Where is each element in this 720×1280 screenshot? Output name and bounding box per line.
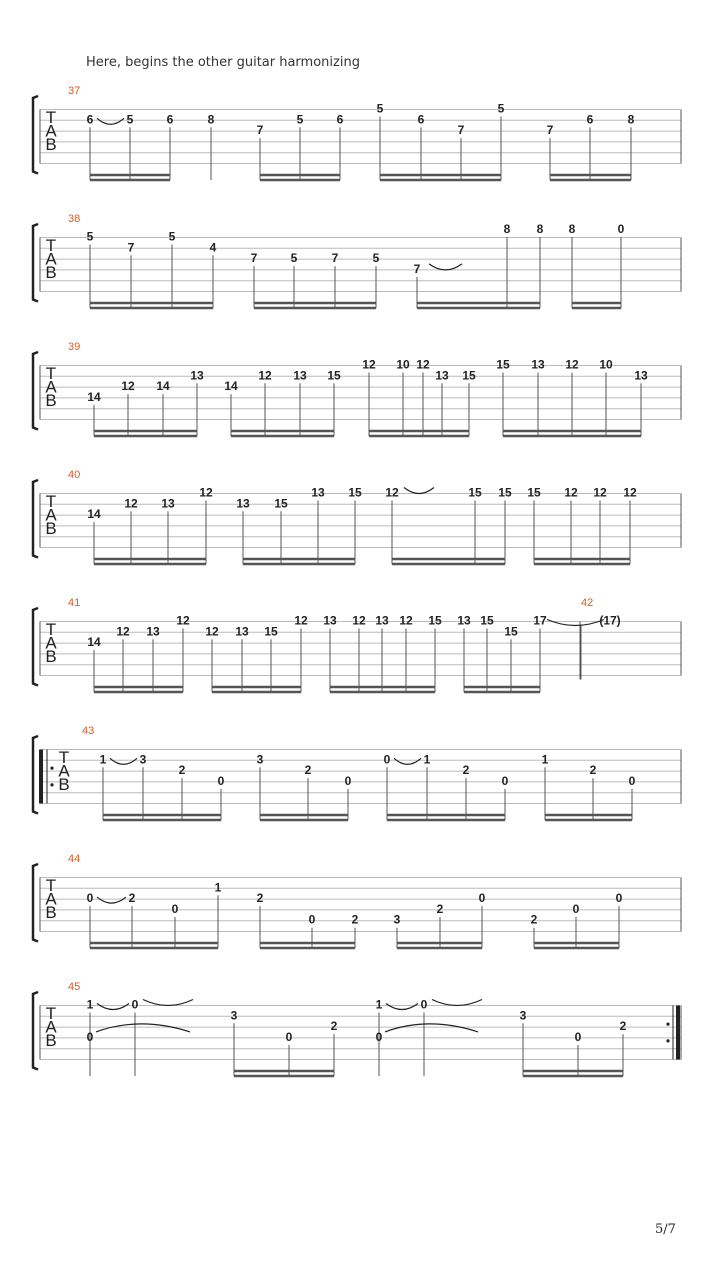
fret-number: 15 (480, 613, 494, 628)
tab-clef-letter: T (45, 236, 57, 255)
repeat-dot (50, 783, 53, 786)
fret-number: 0 (285, 1029, 293, 1044)
fret-number: 0 (574, 1029, 582, 1044)
repeat-dot (666, 1023, 669, 1026)
fret-number: 2 (330, 1019, 338, 1034)
tab-clef-letter: A (45, 505, 57, 525)
fret-number: 15 (468, 485, 482, 500)
fret-number: 0 (383, 752, 391, 767)
tab-clef-letter: A (45, 889, 57, 909)
fret-number: 7 (256, 123, 264, 138)
fret-number: 7 (331, 251, 339, 266)
fret-number: 15 (462, 368, 476, 383)
fret-number: 2 (436, 901, 444, 916)
fret-number: 15 (348, 485, 362, 500)
fret-number: 2 (619, 1019, 627, 1034)
slur (547, 620, 604, 626)
fret-number: 13 (457, 613, 471, 628)
tab-clef-letter: A (45, 249, 57, 269)
fret-number: 7 (413, 261, 421, 276)
fret-number: 12 (352, 613, 366, 628)
fret-number: 12 (258, 368, 272, 383)
tab-clef-letter: A (45, 121, 57, 141)
fret-number: 14 (87, 635, 101, 650)
tab-clef-letter: B (45, 903, 57, 922)
fret-number: 12 (205, 624, 219, 639)
fret-number: 12 (565, 357, 579, 372)
repeat-dot (666, 1039, 669, 1042)
fret-number: 5 (296, 112, 304, 127)
fret-number: 15 (527, 485, 541, 500)
fret-number: 2 (256, 891, 264, 906)
tie (96, 1024, 190, 1032)
fret-number: 13 (236, 496, 250, 511)
fret-number: 6 (586, 112, 594, 127)
fret-number: 0 (501, 773, 509, 788)
measure-number: 44 (68, 853, 81, 865)
fret-number: 6 (336, 112, 344, 127)
slur (143, 1000, 193, 1006)
fret-number: 13 (235, 624, 249, 639)
fret-number: 5 (290, 251, 298, 266)
fret-number: 0 (86, 1029, 94, 1044)
fret-number: 12 (176, 613, 190, 628)
tab-clef-letter: B (58, 775, 70, 794)
fret-number: 3 (139, 752, 147, 767)
fret-number: 0 (572, 901, 580, 916)
fret-number: 12 (623, 485, 637, 500)
fret-number: 13 (190, 368, 204, 383)
fret-number: 13 (293, 368, 307, 383)
fret-number: 1 (99, 752, 107, 767)
measure-number: 37 (68, 85, 81, 97)
fret-number: 0 (617, 222, 625, 236)
measure-number: 43 (82, 725, 95, 737)
fret-number: 4 (209, 240, 217, 255)
fret-number: 8 (503, 222, 511, 236)
system-bracket (33, 864, 38, 942)
tab-clef-letter: T (45, 1004, 57, 1023)
fret-number: 12 (564, 485, 578, 500)
fret-number: 14 (87, 507, 101, 522)
slur (404, 488, 434, 494)
fret-number: 5 (497, 101, 505, 116)
fret-number: 17 (533, 613, 547, 628)
tab-clef-letter: T (45, 620, 57, 639)
fret-number: 15 (264, 624, 278, 639)
system-bracket (33, 96, 38, 174)
fret-number: 8 (207, 112, 215, 127)
slur (97, 118, 124, 124)
measure-number: 45 (68, 981, 81, 993)
fret-number: 14 (156, 379, 170, 394)
fret-number: 7 (127, 240, 135, 255)
fret-number: 0 (86, 891, 94, 906)
fret-number: 5 (168, 229, 176, 244)
system-bracket (33, 480, 38, 558)
measure-number: 38 (68, 213, 81, 225)
fret-number: 15 (498, 485, 512, 500)
fret-number: 0 (131, 997, 139, 1012)
fret-number: (17) (599, 613, 621, 628)
fret-number: 2 (178, 763, 186, 778)
fret-number: 13 (531, 357, 545, 372)
fret-number: 12 (124, 496, 138, 511)
tab-clef-letter: T (45, 364, 57, 383)
measure-number: 39 (68, 341, 81, 353)
fret-number: 12 (199, 485, 213, 500)
page-number: 5/7 (655, 1222, 676, 1237)
fret-number: 13 (323, 613, 337, 628)
fret-number: 14 (224, 379, 238, 394)
slur (432, 1000, 482, 1006)
fret-number: 12 (399, 613, 413, 628)
fret-number: 0 (308, 912, 316, 927)
tab-clef-letter: B (45, 135, 57, 154)
fret-number: 2 (530, 912, 538, 927)
fret-number: 15 (327, 368, 341, 383)
measure-number: 42 (581, 597, 594, 609)
slur (110, 758, 137, 764)
tab-clef-letter: B (45, 391, 57, 410)
fret-number: 15 (496, 357, 510, 372)
tab-clef-letter: B (45, 647, 57, 666)
fret-number: 13 (146, 624, 160, 639)
fret-number: 5 (372, 251, 380, 266)
fret-number: 5 (86, 229, 94, 244)
fret-number: 0 (217, 773, 225, 788)
fret-number: 2 (589, 763, 597, 778)
fret-number: 7 (546, 123, 554, 138)
fret-number: 1 (423, 752, 431, 767)
tab-clef-letter: B (45, 263, 57, 282)
fret-number: 3 (519, 1008, 527, 1023)
fret-number: 6 (166, 112, 174, 127)
fret-number: 0 (478, 891, 486, 906)
slur (386, 1004, 418, 1010)
fret-number: 2 (351, 912, 359, 927)
fret-number: 0 (420, 997, 428, 1012)
fret-number: 1 (375, 997, 383, 1012)
slur (394, 758, 421, 764)
measure-number: 40 (68, 469, 81, 481)
system-bracket (33, 736, 38, 814)
fret-number: 13 (161, 496, 175, 511)
fret-number: 5 (126, 112, 134, 127)
fret-number: 8 (568, 222, 576, 236)
tab-clef-letter: T (45, 492, 57, 511)
tab-clef-letter: A (58, 761, 70, 781)
fret-number: 2 (462, 763, 470, 778)
tab-clef-letter: T (45, 876, 57, 895)
fret-number: 13 (634, 368, 648, 383)
fret-number: 15 (274, 496, 288, 511)
slur (429, 264, 462, 270)
fret-number: 10 (599, 357, 613, 372)
tab-clef-letter: T (45, 108, 57, 127)
fret-number: 12 (121, 379, 135, 394)
header-note: Here, begins the other guitar harmonizing (86, 55, 360, 70)
fret-number: 3 (256, 752, 264, 767)
fret-number: 15 (428, 613, 442, 628)
fret-number: 12 (116, 624, 130, 639)
system-bracket (33, 224, 38, 302)
fret-number: 7 (457, 123, 465, 138)
fret-number: 1 (86, 997, 94, 1012)
tab-clef-letter: T (58, 748, 70, 767)
fret-number: 12 (385, 485, 399, 500)
tab-clef-letter: A (45, 1017, 57, 1037)
fret-number: 0 (615, 891, 623, 906)
fret-number: 8 (627, 112, 635, 127)
tie (385, 1024, 478, 1032)
fret-number: 2 (128, 891, 136, 906)
fret-number: 10 (396, 357, 410, 372)
fret-number: 6 (417, 112, 425, 127)
fret-number: 12 (593, 485, 607, 500)
fret-number: 6 (86, 112, 94, 127)
measure-number: 41 (68, 597, 81, 609)
fret-number: 12 (362, 357, 376, 372)
slur (97, 897, 126, 903)
system-bracket (33, 352, 38, 430)
fret-number: 15 (504, 624, 518, 639)
fret-number: 13 (435, 368, 449, 383)
fret-number: 5 (376, 101, 384, 116)
system-bracket (33, 992, 38, 1070)
fret-number: 3 (393, 912, 401, 927)
fret-number: 0 (375, 1029, 383, 1044)
fret-number: 14 (87, 389, 101, 404)
fret-number: 12 (416, 357, 430, 372)
tab-clef-letter: B (45, 519, 57, 538)
fret-number: 1 (214, 880, 222, 895)
fret-number: 12 (294, 613, 308, 628)
fret-number: 8 (536, 222, 544, 236)
system-bracket (33, 608, 38, 686)
fret-number: 13 (311, 485, 325, 500)
tab-clef-letter: A (45, 377, 57, 397)
fret-number: 13 (375, 613, 389, 628)
tab-clef-letter: A (45, 633, 57, 653)
fret-number: 0 (171, 901, 179, 916)
fret-number: 0 (344, 773, 352, 788)
fret-number: 1 (541, 752, 549, 767)
fret-number: 2 (304, 763, 312, 778)
fret-number: 3 (230, 1008, 238, 1023)
tab-clef-letter: B (45, 1031, 57, 1050)
slur (97, 1004, 129, 1010)
fret-number: 7 (250, 251, 258, 266)
fret-number: 0 (628, 773, 636, 788)
repeat-dot (50, 767, 53, 770)
